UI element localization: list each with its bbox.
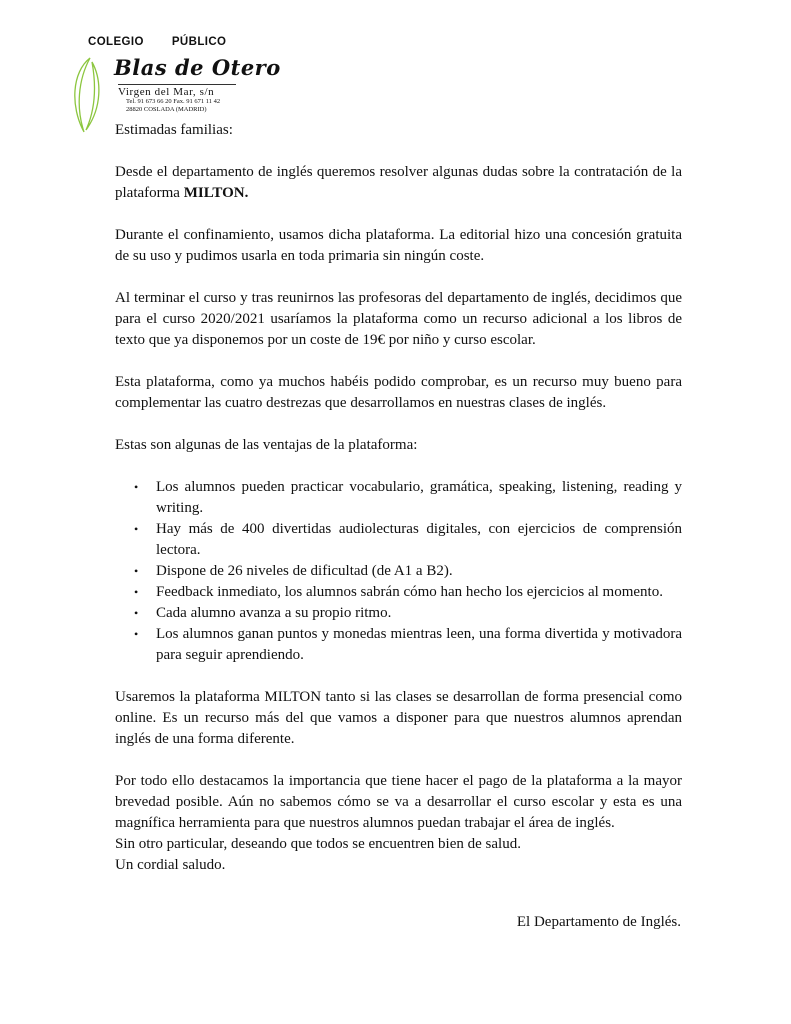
list-item: • Hay más de 400 divertidas audiolecturas digitales, con ejercicios de comprensión lectora. xyxy=(134,521,682,558)
bullet-icon: • xyxy=(134,480,139,494)
paragraph-payment: Por todo ello destacamos la importancia que tiene hacer el pago de la plataforma a la mayor brevedad posible. Aún no sabemos cómo se va a desarrollar el curso escolar y esta es una magnífica herramienta para que nuestros alumnos puedan trabajar el área de inglés. xyxy=(115,773,682,831)
list-item: • Los alumnos ganan puntos y monedas mientras leen, una forma divertida y motivadora para seguir aprendiendo. xyxy=(134,626,682,663)
bullet-icon: • xyxy=(134,606,139,620)
letterhead-word-colegio: COLEGIO xyxy=(88,36,144,48)
paragraph-intro-text: Desde el departamento de inglés queremos resolver algunas dudas sobre la contratación de la plataforma xyxy=(115,164,682,201)
advantages-list xyxy=(115,477,682,666)
paragraph-intro xyxy=(115,162,682,204)
signature: El Departamento de Inglés. xyxy=(516,914,681,930)
list-item: • Dispone de 26 niveles de dificultad (de A1 a B2). xyxy=(156,561,682,582)
paragraph-wishes: Sin otro particular, deseando que todos se encuentren bien de salud. xyxy=(115,836,521,852)
list-item: • Feedback inmediato, los alumnos sabrán cómo han hecho los ejercicios al momento. xyxy=(156,582,682,603)
school-phones: Tel. 91 673 66 20 Fax. 91 671 11 42 xyxy=(126,98,221,105)
bullet-icon: • xyxy=(134,522,139,536)
paragraph-online: Usaremos la plataforma MILTON tanto si las clases se desarrollan de forma presencial como online. Es un recurso más del que vamos a disponer para que nuestros alumnos aprendan inglés de una forma diferente. xyxy=(115,689,682,747)
bullet-icon: • xyxy=(134,564,139,578)
closing: Un cordial saludo. xyxy=(115,857,226,873)
paragraph-confinement: Durante el confinamiento, usamos dicha plataforma. La editorial hizo una concesión gratuita de su uso y pudimos usarla en toda primaria sin ningún coste. xyxy=(115,227,682,264)
bullet-icon: • xyxy=(134,585,139,599)
paragraph-course: Al terminar el curso y tras reunirnos las profesoras del departamento de inglés, decidimos que para el curso 2020/2021 usaríamos la plataforma como un recurso adicional a los libros de texto que ya disponemos por un coste de 19€ por niño y curso escolar. xyxy=(115,290,682,348)
list-item: • Los alumnos pueden practicar vocabulario, gramática, speaking, listening, reading y writing. xyxy=(134,479,682,516)
school-city: 28820 COSLADA (MADRID) xyxy=(126,106,207,113)
letterhead-word-publico: PÚBLICO xyxy=(171,36,227,48)
letterhead-divider xyxy=(118,84,236,85)
letter-body xyxy=(115,120,682,876)
list-item: • Cada alumno avanza a su propio ritmo. xyxy=(156,603,682,624)
paragraph-resource: Esta plataforma, como ya muchos habéis podido comprobar, es un recurso muy bueno para complementar las cuatro destrezas que desarrollamos en nuestras clases de inglés. xyxy=(115,374,682,411)
leaf-logo-icon xyxy=(68,56,108,134)
letterhead xyxy=(68,28,281,128)
platform-name: MILTON. xyxy=(183,185,249,201)
greeting: Estimadas familias: xyxy=(115,122,233,138)
paragraph-advantages-intro: Estas son algunas de las ventajas de la plataforma: xyxy=(115,437,418,453)
school-name-logo: Blas de Otero xyxy=(114,55,281,80)
school-address: Virgen del Mar, s/n xyxy=(118,86,215,98)
bullet-icon: • xyxy=(134,627,139,641)
letterhead-school-type xyxy=(88,36,226,48)
